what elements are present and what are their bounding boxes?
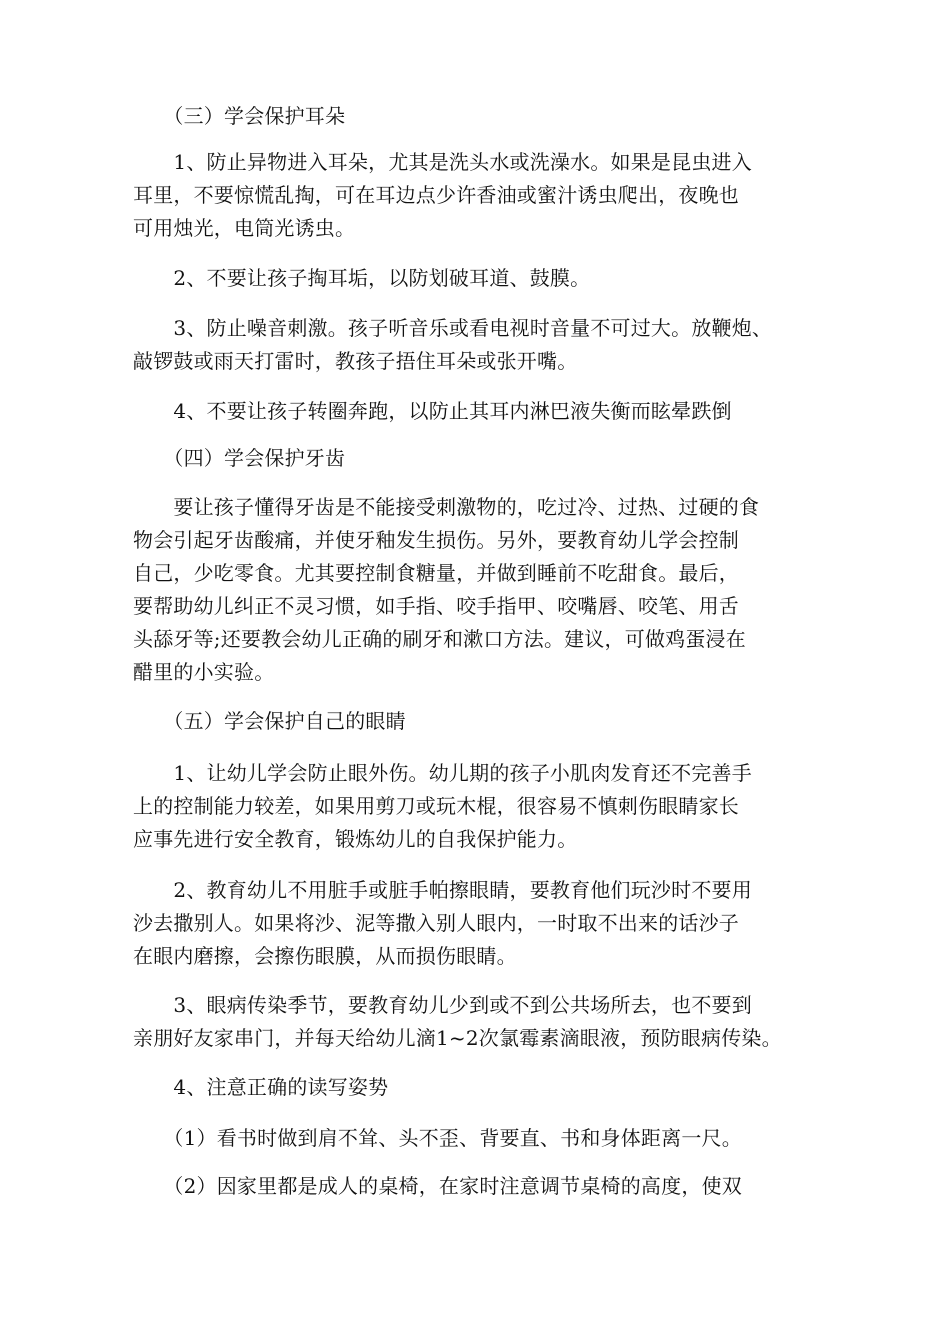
text-line: 应事先进行安全教育，锻炼幼儿的自我保护能力。 <box>133 827 578 851</box>
text-line: （三）学会保护耳朵 <box>133 104 346 128</box>
text-line: 醋里的小实验。 <box>133 660 275 684</box>
text-line: 4、不要让孩子转圈奔跑，以防止其耳内淋巴液失衡而眩晕跌倒 <box>133 399 732 423</box>
text-line: 3、防止噪音刺激。孩子听音乐或看电视时音量不可过大。放鞭炮、 <box>133 316 773 340</box>
text-line: 沙去撒别人。如果将沙、泥等撒入别人眼内，一时取不出来的话沙子 <box>133 911 739 935</box>
paragraph-ears-4 <box>133 395 833 428</box>
paragraph-ears-2 <box>133 262 833 295</box>
text-line: 上的控制能力较差，如果用剪刀或玩木棍，很容易不慎刺伤眼睛家长 <box>133 794 739 818</box>
paragraph-ears-1 <box>133 146 833 245</box>
text-line: （1）看书时做到肩不耸、头不歪、背要直、书和身体距离一尺。 <box>133 1126 742 1150</box>
text-line: 3、眼病传染季节，要教育幼儿少到或不到公共场所去，也不要到 <box>133 993 752 1017</box>
text-line: 2、教育幼儿不用脏手或脏手帕擦眼睛，要教育他们玩沙时不要用 <box>133 878 752 902</box>
paragraph-eyes-2 <box>133 874 833 973</box>
text-line: 可用烛光，电筒光诱虫。 <box>133 216 356 240</box>
text-line: 物会引起牙齿酸痛，并使牙釉发生损伤。另外，要教育幼儿学会控制 <box>133 528 739 552</box>
paragraph-eyes-4-2 <box>133 1170 833 1203</box>
paragraph-eyes-4 <box>133 1071 833 1104</box>
text-line: 在眼内磨擦，会擦伤眼膜，从而损伤眼睛。 <box>133 944 517 968</box>
text-line: 1、防止异物进入耳朵，尤其是洗头水或洗澡水。如果是昆虫进入 <box>133 150 752 174</box>
text-line: 要让孩子懂得牙齿是不能接受刺激物的，吃过冷、过热、过硬的食 <box>133 495 760 519</box>
text-line: 4、注意正确的读写姿势 <box>133 1075 389 1099</box>
paragraph-ears-3 <box>133 312 833 378</box>
text-line: （五）学会保护自己的眼睛 <box>133 709 406 733</box>
text-line: 要帮助幼儿纠正不灵习惯，如手指、咬手指甲、咬嘴唇、咬笔、用舌 <box>133 594 739 618</box>
paragraph-eyes-3 <box>133 989 833 1055</box>
text-line: 1、让幼儿学会防止眼外伤。幼儿期的孩子小肌肉发育还不完善手 <box>133 761 752 785</box>
text-line: 亲朋好友家串门，并每天给幼儿滴1~2次氯霉素滴眼液，预防眼病传染。 <box>133 1026 782 1050</box>
paragraph-teeth <box>133 491 833 689</box>
paragraph-eyes-1 <box>133 757 833 856</box>
heading-protect-teeth <box>133 442 833 475</box>
paragraph-eyes-4-1 <box>133 1122 833 1155</box>
text-line: 自己，少吃零食。尤其要控制食糖量，并做到睡前不吃甜食。最后， <box>133 561 739 585</box>
heading-protect-ears <box>133 100 833 133</box>
text-line: （2）因家里都是成人的桌椅，在家时注意调节桌椅的高度，使双 <box>133 1174 742 1198</box>
text-line: 敲锣鼓或雨天打雷时，教孩子捂住耳朵或张开嘴。 <box>133 349 578 373</box>
text-line: 2、不要让孩子掏耳垢，以防划破耳道、鼓膜。 <box>133 266 591 290</box>
text-line: 头舔牙等;还要教会幼儿正确的刷牙和漱口方法。建议，可做鸡蛋浸在 <box>133 627 746 651</box>
heading-protect-eyes <box>133 705 833 738</box>
text-line: （四）学会保护牙齿 <box>133 446 346 470</box>
text-line: 耳里，不要惊慌乱掏，可在耳边点少许香油或蜜汁诱虫爬出，夜晚也 <box>133 183 739 207</box>
